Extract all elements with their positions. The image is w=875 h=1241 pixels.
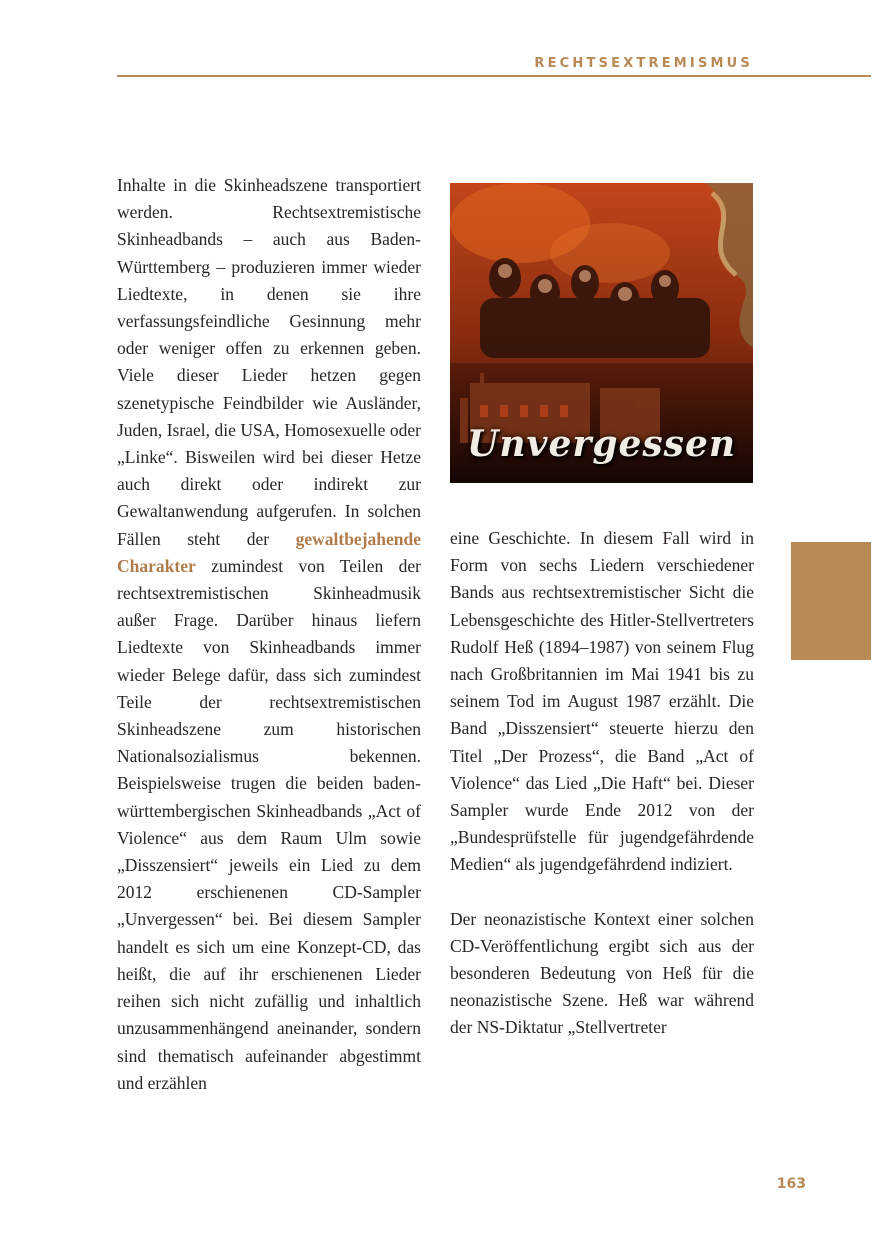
page-header (0, 0, 875, 80)
left-text-before: Inhalte in die Skinheadszene transportiert werden. Rechtsextremistische Skinheadbands – auch aus Baden-Württemberg – produzieren immer wieder Liedtexte, in denen sie ihre verfassungsfeindliche Gesinnung mehr oder weniger offen zu erkennen geben. Viele dieser Lieder hetzen gegen szenetypische Feindbilder wie Ausländer, Juden, Israel, die USA, Homosexuelle oder „Linke“. Bisweilen wird bei dieser Hetze auch direkt oder indirekt zur Gewaltanwendung aufgerufen. In solchen Fällen steht der (117, 175, 421, 549)
left-column (117, 172, 421, 1097)
chapter-side-tab (791, 542, 871, 660)
highlight-term: gewaltbejahende Charakter (117, 528, 421, 576)
page-number: 163 (776, 1176, 806, 1192)
left-text-after: zumindest von Teilen der rechtsextremistischen Skinheadmusik außer Frage. Darüber hinaus liefern Liedtexte von Skinheadbands immer wieder Belege dafür, dass sich zumindest Teile der rechtsextremistischen Skinheadszene zum historischen Nationalsozialismus bekennen. Beispielsweise trugen die beiden baden-württembergischen Skinheadbands „Act of Violence“ aus dem Raum Ulm sowie „Disszensiert“ jeweils ein Lied zu dem 2012 erschienenen CD-Sampler „Unvergessen“ bei. Bei diesem Sampler handelt es sich um eine Konzept-CD, das heißt, die auf ihr erschienenen Lieder reihen sich nicht zufällig und inhaltlich unzusammenhängend aneinander, sondern sind thematisch aufeinander abgestimmt und erzählen (117, 555, 421, 1093)
left-column-paragraph (117, 172, 421, 1097)
album-title: Unvergessen (466, 423, 737, 465)
album-cover-image (450, 183, 753, 483)
right-column (450, 525, 754, 1042)
right-column-paragraph-2: Der neonazistische Kontext einer solchen CD-Veröffentlichung ergibt sich aus der besonderen Bedeutung von Heß für die neonazistische Szene. Heß war während der NS-Diktatur „Stellvertreter (450, 908, 754, 1038)
right-column-paragraph-1: eine Geschichte. In diesem Fall wird in Form von sechs Liedern verschiedener Bands aus rechtsextremistischer Sicht die Lebensgeschichte des Hitler-Stellvertreters Rudolf Heß (1894–1987) von seinem Flug nach Großbritannien im Mai 1941 bis zu seinem Tod im August 1987 erzählt. Die Band „Disszensiert“ steuerte hierzu den Titel „Der Prozess“, die Band „Act of Violence“ das Lied „Die Haft“ bei. Dieser Sampler wurde Ende 2012 von der „Bundesprüfstelle für jugendgefährdende Medien“ als jugendgefährdend indiziert. (450, 528, 754, 875)
section-title: RECHTSEXTREMISMUS (534, 56, 753, 71)
header-rule (117, 75, 871, 77)
